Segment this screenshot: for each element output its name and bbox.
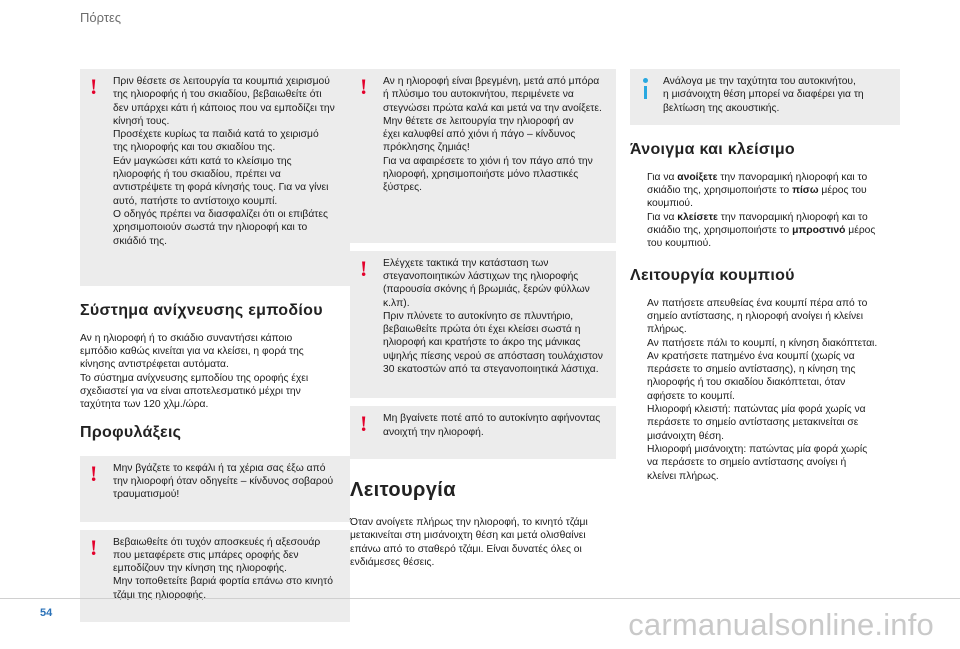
warning-line: Μη βγαίνετε ποτέ από το αυτοκίνητο αφήνοντας	[383, 413, 601, 425]
paragraph-line: ταχύτητα των 120 χλμ./ώρα.	[80, 399, 209, 411]
warning-icon: !	[90, 74, 98, 99]
paragraph-line: κίνησης αντιστρέφεται αυτόματα.	[80, 359, 229, 371]
warning-line: αυτό, πατήστε το αντίστοιχο κουμπί.	[113, 195, 278, 207]
warning-line: κ.λπ).	[383, 297, 410, 309]
warning-box-seals	[350, 251, 616, 399]
info-box-acoustics	[630, 69, 900, 125]
warning-line: στεγανοποιητικών λάστιχων της ηλιοροφής	[383, 270, 579, 282]
info-line: βελτίωση της ακουστικής.	[663, 102, 780, 114]
warning-line: ηλιοροφή και κρατήστε το άκρο της μάνικας	[383, 337, 581, 349]
warning-line: Προσέχετε κυρίως τα παιδιά κατά το χειρισμό	[113, 129, 319, 141]
warning-box-head-hands	[80, 456, 350, 522]
list-item	[630, 337, 900, 350]
heading-button-operation: Λειτουργία κουμπιού	[630, 266, 795, 284]
text: Ηλιοροφή μισάνοιχτη: πατώντας μία φορά χωρίς	[647, 443, 868, 455]
warning-line: υψηλής πίεσης νερού σε απόσταση τουλάχιστον	[383, 350, 603, 362]
warning-line: Μην βγάζετε το κεφάλι ή τα χέρια σας έξω από	[113, 462, 326, 474]
list-item	[630, 211, 900, 251]
text: Αν πατήσετε πάλι το κουμπί, η κίνηση διακόπτεται.	[647, 337, 878, 349]
warning-line: Βεβαιωθείτε ότι τυχόν αποσκευές ή αξεσουάρ	[113, 536, 321, 548]
paragraph-line: Όταν ανοίγετε πλήρως την ηλιοροφή, το κινητό τζάμι	[350, 516, 588, 528]
heading-precautions: Προφυλάξεις	[80, 423, 182, 441]
warning-line: Πριν θέσετε σε λειτουργία τα κουμπιά χειρισμού	[113, 76, 330, 87]
button-operation-list	[630, 297, 900, 483]
text: Ηλιοροφή κλειστή: πατώντας μία φορά χωρίς να	[647, 404, 866, 416]
warning-line: σκιάδιό της.	[113, 235, 167, 247]
warning-icon: !	[90, 534, 98, 560]
text: ηλιοροφής ή του σκιαδίου διακόπτεται, όταν	[647, 377, 846, 389]
info-line: Ανάλογα με την ταχύτητα του αυτοκινήτου,	[663, 76, 856, 87]
bold-term: κλείσετε	[677, 211, 718, 223]
warning-line: χρησιμοποιούν σωστά την ηλιοροφή και το	[113, 222, 308, 234]
warning-line: τραυματισμού!	[113, 489, 180, 501]
paragraph-line: Το σύστημα ανίχνευσης εμποδίου της οροφής έχει	[80, 372, 309, 384]
warning-icon: !	[360, 74, 368, 99]
warning-line: ηλιοροφής ή του σκιαδίου, πρέπει να	[113, 169, 281, 181]
text: σημείο αντίστασης, η ηλιοροφή ανοίγει ή κλείνει	[647, 310, 864, 322]
list-item	[630, 171, 900, 211]
list-item	[630, 403, 900, 443]
warning-line: βεβαιωθείτε πρώτα ότι έχει κλείσει σωστά η	[383, 324, 581, 336]
paragraph-line: μετακινείται στη μισάνοιχτη θέση και μετά ολισθαίνει	[350, 530, 586, 542]
warning-line: ή πλύσιμο του αυτοκινήτου, περιμένετε να	[383, 89, 574, 101]
warning-box-roof-bars	[80, 530, 350, 622]
column-left	[80, 69, 350, 622]
text: περάσετε το σημείο αντίστασης), η κίνηση της	[647, 364, 856, 376]
bold-term: πίσω	[792, 185, 819, 197]
warning-line: Ο οδηγός πρέπει να διασφαλίζει ότι οι επιβάτες	[113, 208, 328, 220]
warning-line: την ηλιοροφή όταν οδηγείτε – κίνδυνος σοβαρού	[113, 475, 334, 487]
warning-icon: !	[360, 255, 368, 281]
paragraph-line: εμπόδιο καθώς κινείται για να κλείσει, η φορά της	[80, 346, 304, 358]
list-item	[630, 350, 900, 403]
open-close-list	[630, 171, 900, 251]
warning-box-safety	[80, 69, 350, 286]
info-icon	[643, 78, 648, 100]
section-title: Πόρτες	[80, 10, 122, 25]
text: μισάνοιχτη θέση.	[647, 430, 725, 442]
text: του κουμπιού.	[647, 238, 712, 250]
bold-term: ανοίξετε	[677, 171, 718, 183]
text: Για να	[647, 211, 678, 223]
warning-line: Ελέγχετε τακτικά την κατάσταση των	[383, 257, 549, 269]
watermark: carmanualsonline.info	[628, 607, 934, 642]
warning-line: 30 εκατοστών από τα στεγανοποιητικά λάστιχα.	[383, 364, 599, 376]
heading-operation: Λειτουργία	[350, 478, 456, 501]
text: σκιάδιο της, χρησιμοποιήστε το	[647, 185, 793, 197]
warning-line: Αν η ηλιοροφή είναι βρεγμένη, μετά από μπόρα	[383, 76, 600, 87]
list-item	[630, 443, 900, 483]
paragraph-line: ενδιάμεσες θέσεις.	[350, 556, 435, 568]
warning-line: ηλιοροφή, χρησιμοποιήστε μόνο πλαστικές	[383, 169, 579, 181]
paragraph-line: επάνω από το σταθερό τζάμι. Είναι δυνατές όλες οι	[350, 543, 582, 555]
text: περάσετε το σημείο αντίστασης μετακινείται σε	[647, 417, 859, 429]
warning-line: αντιστρέψετε τη φορά κίνησής τους. Για να γίνει	[113, 182, 329, 194]
warning-line: Μην τοποθετείτε βαριά φορτία επάνω στο κινητό	[113, 576, 333, 588]
warning-line: που μεταφέρετε στις μπάρες οροφής δεν	[113, 549, 299, 561]
warning-line: κίνησή τους.	[113, 115, 170, 127]
text: πλήρως.	[647, 324, 687, 336]
text: μέρος του	[818, 185, 867, 197]
text: Για να	[647, 171, 678, 183]
warning-icon: !	[90, 460, 98, 486]
warning-line: έχει καλυφθεί από χιόνι ή πάγο – κίνδυνος	[383, 129, 576, 141]
text: σκιάδιο της, χρησιμοποιήστε το	[647, 225, 793, 237]
warning-line: πρόκλησης ζημιάς!	[383, 142, 470, 154]
warning-line: Για να αφαιρέσετε το χιόνι ή τον πάγο από την	[383, 155, 593, 167]
text: την πανοραμική ηλιοροφή και το	[717, 171, 868, 183]
warning-icon: !	[360, 411, 368, 437]
warning-line: Μην θέτετε σε λειτουργία την ηλιοροφή αν	[383, 115, 574, 127]
text: να περάσετε το σημείο αντίστασης ανοίγει ή	[647, 457, 847, 469]
warning-line: στεγνώσει πρώτα καλά και μετά να την ανοίξετε.	[383, 102, 602, 114]
page-number: 54	[40, 607, 53, 619]
text: Αν κρατήσετε πατημένο ένα κουμπί (χωρίς να	[647, 350, 855, 362]
column-right	[630, 69, 900, 483]
bold-term: μπροστινό	[792, 225, 846, 237]
paragraph-line: σχεδιαστεί για να είναι αποτελεσματικό μέχρι την	[80, 386, 301, 398]
warning-line: Πριν πλύνετε το αυτοκίνητο σε πλυντήριο,	[383, 310, 574, 322]
warning-line: εμποδίζουν την κίνηση της ηλιοροφής.	[113, 563, 287, 575]
heading-open-close: Άνοιγμα και κλείσιμο	[630, 140, 795, 158]
warning-line: τζάμι της ηλιοροφής.	[113, 589, 207, 601]
info-line: η μισάνοιχτη θέση μπορεί να διαφέρει για τη	[663, 89, 864, 101]
warning-line: δεν υπάρχει κάτι ή κάποιος που να εμποδίζει την	[113, 102, 335, 114]
text: μέρος	[845, 225, 876, 237]
paragraph-line: Αν η ηλιοροφή ή το σκιάδιο συναντήσει κάποιο	[80, 332, 293, 344]
warning-line: ξύστρες.	[383, 182, 422, 194]
text: κλείνει πλήρως.	[647, 470, 719, 482]
text: Αν πατήσετε απευθείας ένα κουμπί πέρα από το	[647, 297, 868, 309]
warning-line: (παρουσία σκόνης ή βρωμιάς, ξερών φύλλων	[383, 284, 590, 296]
warning-line: ανοιχτή την ηλιοροφή.	[383, 426, 484, 438]
warning-box-wet-roof	[350, 69, 616, 243]
warning-line: Εάν μαγκώσει κάτι κατά το κλείσιμο της	[113, 155, 292, 167]
column-middle	[350, 69, 616, 569]
footer-divider	[0, 598, 960, 599]
warning-line: της ηλιοροφής και του σκιαδίου της.	[113, 142, 276, 154]
text: την πανοραμική ηλιοροφή και το	[717, 211, 868, 223]
warning-line: της ηλιοροφής ή του σκιαδίου, βεβαιωθείτε ότι	[113, 89, 322, 101]
list-item	[630, 297, 900, 337]
warning-box-leave-open	[350, 406, 616, 459]
text: αφήσετε το κουμπί.	[647, 390, 735, 402]
text: κουμπιού.	[647, 198, 693, 210]
heading-obstacle-detection: Σύστημα ανίχνευσης εμποδίου	[80, 301, 323, 319]
